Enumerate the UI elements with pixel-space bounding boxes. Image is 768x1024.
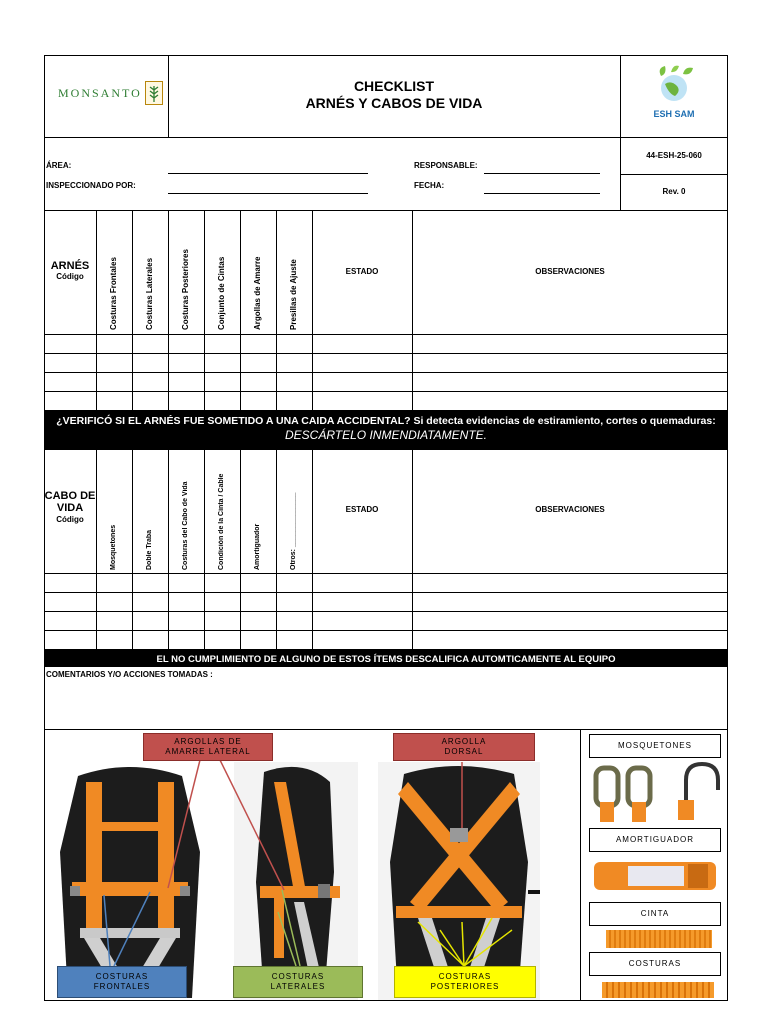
rear-seams-label: COSTURAS POSTERIORES bbox=[394, 966, 536, 998]
col-rear-seams: Costuras Posteriores bbox=[181, 249, 190, 330]
col-strap-set: Conjunto de Cintas bbox=[217, 256, 226, 330]
warning-line-1: ¿VERIFICÓ SI EL ARNÉS FUE SOMETIDO A UNA CAIDA ACCIDENTAL? Si detecta evidencias de estiramiento, cortes o quemaduras: bbox=[56, 415, 716, 427]
inspector-label: INSPECCIONADO POR: bbox=[46, 181, 136, 190]
title-line-2: ARNÉS Y CABOS DE VIDA bbox=[305, 95, 483, 111]
col-lifeline-seams: Costuras del Cabo de Vida bbox=[182, 481, 189, 570]
responsible-label: RESPONSABLE: bbox=[414, 161, 478, 170]
dorsal-ring-label: ARGOLLA DORSAL bbox=[393, 733, 535, 761]
harness-title: ARNÉS Código bbox=[50, 260, 90, 281]
front-seam-arrows bbox=[104, 892, 150, 966]
lateral-rings-label: ARGOLLAS DE AMARRE LATERAL bbox=[143, 733, 273, 761]
strap-label: CINTA bbox=[589, 902, 721, 926]
title-line-1: CHECKLIST bbox=[353, 78, 435, 94]
shock-absorber-label: AMORTIGUADOR bbox=[589, 828, 721, 852]
harness-observations-header: OBSERVACIONES bbox=[535, 267, 605, 276]
rear-seam-arrows bbox=[418, 918, 512, 966]
col-anchor-rings: Argollas de Amarre bbox=[253, 256, 262, 330]
harness-status-header: ESTADO bbox=[345, 267, 379, 276]
warning-line-2: DESCÁRTELO INMENDIATAMENTE. bbox=[284, 428, 488, 442]
col-strap-cable-condition: Condición de la Cinta / Cable bbox=[218, 473, 225, 570]
col-double-lock: Doble Traba bbox=[146, 529, 153, 570]
side-seams-label: COSTURAS LATERALES bbox=[233, 966, 363, 998]
col-side-seams: Costuras Laterales bbox=[145, 257, 154, 330]
comments-label: COMENTARIOS Y/O ACCIONES TOMADAS : bbox=[46, 670, 213, 679]
seams-label: COSTURAS bbox=[589, 952, 721, 976]
carabiners-photo bbox=[586, 760, 724, 824]
col-shock-absorber: Amortiguador bbox=[254, 523, 261, 570]
carabiners-label: MOSQUETONES bbox=[589, 734, 721, 758]
side-seam-arrows bbox=[278, 890, 300, 966]
document-code: 44-ESH-25-060 bbox=[646, 151, 702, 160]
date-label: FECHA: bbox=[414, 181, 445, 190]
lifeline-status-header: ESTADO bbox=[345, 505, 379, 514]
front-seams-label: COSTURAS FRONTALES bbox=[57, 966, 187, 998]
col-carabiners: Mosquetones bbox=[110, 524, 117, 570]
lateral-ring-arrows bbox=[168, 760, 284, 890]
area-label: ÁREA: bbox=[46, 161, 72, 170]
lifeline-observations-header: OBSERVACIONES bbox=[535, 505, 605, 514]
esh-sam-label: ESH SAM bbox=[653, 109, 695, 119]
revision-label: Rev. 0 bbox=[662, 187, 686, 196]
col-adjust-buckles: Presillas de Ajuste bbox=[289, 259, 298, 330]
strap-photo bbox=[606, 930, 712, 948]
logo-text: MONSANTO bbox=[58, 85, 142, 100]
shock-absorber-photo bbox=[588, 856, 722, 896]
seams-photo bbox=[602, 982, 714, 998]
col-front-seams: Costuras Frontales bbox=[109, 257, 118, 330]
disqualify-bar: EL NO CUMPLIMIENTO DE ALGUNO DE ESTOS ÍTEMS DESCALIFICA AUTOMTICAMENTE AL EQUIPO bbox=[44, 649, 728, 667]
lifeline-title: CABO DE VIDA Código bbox=[44, 490, 96, 524]
col-others: Otros: ______________ bbox=[290, 492, 297, 570]
